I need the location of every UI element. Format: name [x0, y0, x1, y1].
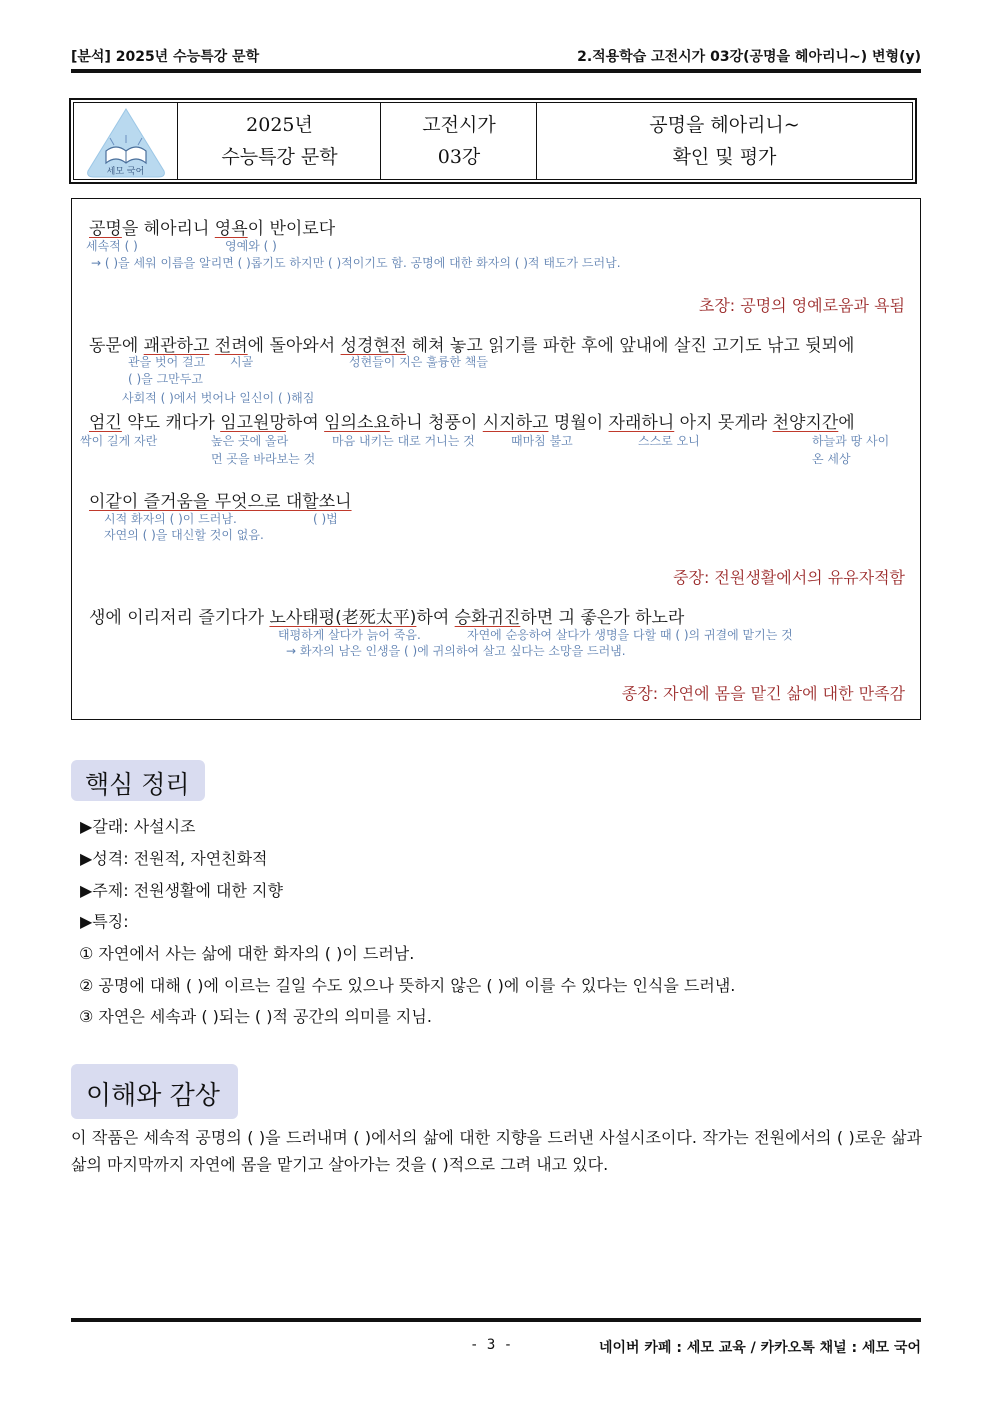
core-genre: ▶갈래: 사설시조: [80, 817, 196, 836]
word-imuisoyo: 임의소요: [324, 413, 390, 433]
note-3f: 하늘과 땅 사이: [812, 434, 890, 448]
core-feature-3: ③ 자연은 세속과 ( )되는 ( )적 공간의 의미를 지님.: [79, 1007, 432, 1026]
note-2e: 사회적 ( )에서 벗어나 일신이 ( )해짐: [122, 391, 315, 405]
word-sijihago: 시지하고: [482, 413, 549, 433]
poem-text: 생에 이리저리 즐기다가: [89, 608, 270, 628]
poem-text: 을 헤아리니: [121, 219, 215, 239]
core-heading-box: [71, 760, 205, 801]
poem-line-5: [89, 603, 684, 628]
note-1c: → ( )을 세워 이름을 알리면 ( )롭기도 하지만 ( )적이기도 함. 공명에 대한 화자의 ( )적 태도가 드러남.: [91, 256, 621, 270]
note-4b: ( )법: [313, 512, 338, 526]
core-feature-1: ① 자연에서 사는 삶에 대한 화자의 ( )이 드러남.: [79, 944, 415, 963]
book-year: 2025년: [246, 114, 313, 136]
core-features: ▶특징:: [80, 912, 129, 931]
title-cell-book: [177, 103, 381, 179]
appreciation-heading: 이해와 감상: [86, 1081, 220, 1111]
stage-jongjang: 종장: 자연에 몸을 맡긴 삶에 대한 만족감: [621, 684, 905, 703]
title-table: [69, 98, 917, 184]
poem-text: 하여: [416, 608, 455, 628]
poem-text: 동문에: [89, 336, 144, 356]
note-3a: 싹이 길게 자란: [80, 434, 158, 448]
word-nosataepyeong: 노사태평(老死太平): [269, 608, 417, 628]
poem-text: 하여: [285, 413, 325, 433]
title-cell-unit: [380, 103, 537, 179]
stage-chojang: 초장: 공명의 영예로움과 욕됨: [698, 296, 905, 315]
core-feature-2: ② 공명에 대해 ( )에 이르는 길일 수도 있으나 뜻하지 않은 ( )에 이를 수 있다는 인식을 드러냄.: [79, 976, 736, 995]
stage-jungjang: 중장: 전원생활에서의 유유자적함: [673, 568, 905, 587]
note-3b: 높은 곳에 올라: [211, 434, 289, 448]
page-number: - 3 -: [470, 1337, 513, 1353]
word-eomgin: 엄긴: [89, 413, 122, 433]
poem-line-4: [89, 487, 352, 512]
note-1a: 세속적 ( ): [86, 239, 138, 253]
poem-text: 헤쳐 놓고 읽기를 파한 후에 앞내에 살진 고기도 낚고 뒷뫼에: [406, 336, 855, 356]
core-nature: ▶성격: 전원적, 자연친화적: [80, 849, 268, 868]
book-title: 수능특강 문학: [221, 146, 338, 168]
title-cell-work: [536, 103, 912, 179]
poem-text: 에: [838, 413, 855, 433]
poem-text: 아지 못게라: [674, 413, 773, 433]
logo-cell: [74, 103, 177, 179]
footer-channel: 네이버 카페 : 세모 교육 / 카카오톡 채널 : 세모 국어: [598, 1340, 921, 1356]
note-1b: 영예와 ( ): [225, 239, 277, 253]
note-2d: ( )을 그만두고: [128, 372, 203, 386]
word-jaraehani: 자래하니: [608, 413, 675, 433]
core-theme: ▶주제: 전원생활에 대한 지향: [80, 881, 283, 900]
footer-rule: [71, 1318, 921, 1322]
note-3b2: 먼 곳을 바라보는 것: [211, 452, 316, 466]
logo-text: 세모 국어: [106, 167, 145, 177]
note-4c: 자연의 ( )을 대신할 것이 없음.: [104, 528, 264, 542]
word-imgowonmang: 임고원망: [220, 413, 286, 433]
note-3e: 스스로 오니: [638, 434, 700, 448]
poem-text: 이 반이로다: [247, 219, 336, 239]
note-5c: → 화자의 남은 인생을 ( )에 귀의하여 살고 싶다는 소망을 드러냄.: [286, 644, 626, 658]
word-yeongyok: 영욕: [214, 219, 248, 239]
appreciation-body: 이 작품은 세속적 공명의 ( )을 드러내며 ( )에서의 삶에 대한 지향을 드러낸 사설시조이다. 작가는 전원에서의 ( )로운 삶과 삶의 마지막까지 자연에 몸을 맡기고 살아가는 것을 ( )적으로 그려 내고 있다.: [71, 1128, 922, 1174]
poem-line-3: [89, 408, 855, 433]
header-left: [분석] 2025년 수능특강 문학: [71, 49, 260, 65]
header-rule: [71, 69, 921, 73]
word-cheonyangjigan: 천양지간: [772, 413, 839, 433]
header-right: 2.적용학습 고전시가 03강(공명을 헤아리니~) 변형(y): [577, 49, 921, 65]
note-5b: 자연에 순응하여 살다가 생명을 다할 때 ( )의 귀결에 맡기는 것: [467, 628, 793, 642]
note-2a: 관을 벗어 걸고: [128, 355, 206, 369]
poem-text: 에 돌아와서: [247, 336, 341, 356]
appreciation-heading-box: [71, 1064, 238, 1119]
note-4a: 시적 화자의 ( )이 드러남.: [104, 512, 237, 526]
line-igachi: 이같이 즐거움을 무엇으로 대할쏘니: [89, 492, 352, 512]
word-seonggyeong: 성경현전: [340, 336, 407, 356]
core-heading: 핵심 정리: [85, 770, 190, 799]
word-jeonryeo: 전려: [214, 336, 248, 356]
poem-line-1: [89, 214, 335, 239]
note-3c: 마음 내키는 대로 거니는 것: [332, 434, 475, 448]
note-2c: 성현들이 지은 훌륭한 책들: [349, 355, 488, 369]
word-gwaegwan: 괘관하고: [143, 336, 210, 356]
poem-text: 명월이: [548, 413, 609, 433]
note-3f2: 온 세상: [812, 452, 851, 466]
note-3d: 때마침 불고: [511, 434, 573, 448]
poem-text: 하니 청풍이: [389, 413, 483, 433]
note-5a: 태평하게 살다가 늙어 죽음.: [278, 628, 421, 642]
poem-text: 하면 긔 좋은가 하노라: [520, 608, 685, 628]
work-subtitle: 확인 및 평가: [672, 146, 777, 168]
word-seunghwagwijin: 승화귀진: [454, 608, 521, 628]
unit-number: 03강: [437, 146, 481, 168]
work-title: 공명을 헤아리니~: [649, 114, 800, 136]
note-2b: 시골: [230, 355, 254, 369]
poem-text: 약도 캐다가: [121, 413, 221, 433]
unit-category: 고전시가: [422, 114, 496, 136]
word-gongmyeong: 공명: [89, 219, 122, 239]
